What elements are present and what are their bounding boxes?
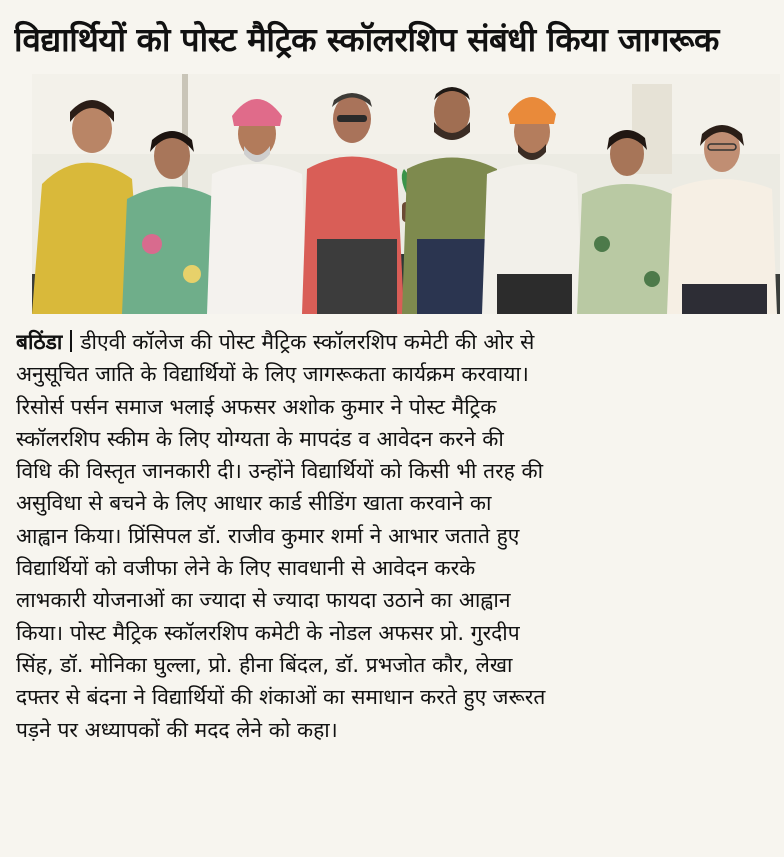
article-line: लाभकारी योजनाओं का ज्यादा से ज्यादा फायदा उठाने का आह्वान bbox=[16, 588, 511, 613]
article-line: विद्यार्थियों को वजीफा लेने के लिए सावधानी से आवेदन करके bbox=[16, 556, 476, 581]
group-photo-icon bbox=[32, 74, 780, 314]
article-line: स्कॉलरशिप स्कीम के लिए योग्यता के मापदंड व आवेदन करने की bbox=[16, 426, 504, 451]
article-line: आह्वान किया। प्रिंसिपल डॉ. राजीव कुमार शर्मा ने आभार जताते हुए bbox=[16, 523, 520, 548]
dateline: बठिंडा bbox=[16, 330, 63, 354]
headline: विद्यार्थियों को पोस्ट मैट्रिक स्कॉलरशिप संबंधी किया जागरूक bbox=[14, 20, 719, 59]
article-text: डीएवी कॉलेज की पोस्ट मैट्रिक स्कॉलरशिप कमेटी की ओर से bbox=[80, 330, 535, 354]
article-line: अनुसूचित जाति के विद्यार्थियों के लिए जागरूकता कार्यक्रम करवाया। bbox=[16, 362, 529, 387]
dateline-separator bbox=[70, 330, 72, 352]
article-body bbox=[16, 326, 772, 746]
article-line: रिसोर्स पर्सन समाज भलाई अफसर अशोक कुमार ने पोस्ट मैट्रिक bbox=[16, 394, 497, 419]
article-line: पड़ने पर अध्यापकों की मदद लेने को कहा। bbox=[16, 717, 338, 742]
article-line: दफ्तर से बंदना ने विद्यार्थियों की शंकाओं का समाधान करते हुए जरूरत bbox=[16, 685, 546, 710]
group-photo bbox=[32, 74, 780, 314]
article-line: किया। पोस्ट मैट्रिक स्कॉलरशिप कमेटी के नोडल अफसर प्रो. गुरदीप bbox=[16, 620, 520, 645]
article-line: सिंह, डॉ. मोनिका घुल्ला, प्रो. हीना बिंदल, डॉ. प्रभजोत कौर, लेखा bbox=[16, 652, 513, 677]
article-line: असुविधा से बचने के लिए आधार कार्ड सीडिंग खाता करवाने का bbox=[16, 491, 492, 516]
article-line-1 bbox=[16, 326, 772, 358]
article-line: विधि की विस्तृत जानकारी दी। उन्होंने विद्यार्थियों को किसी भी तरह की bbox=[16, 459, 544, 484]
